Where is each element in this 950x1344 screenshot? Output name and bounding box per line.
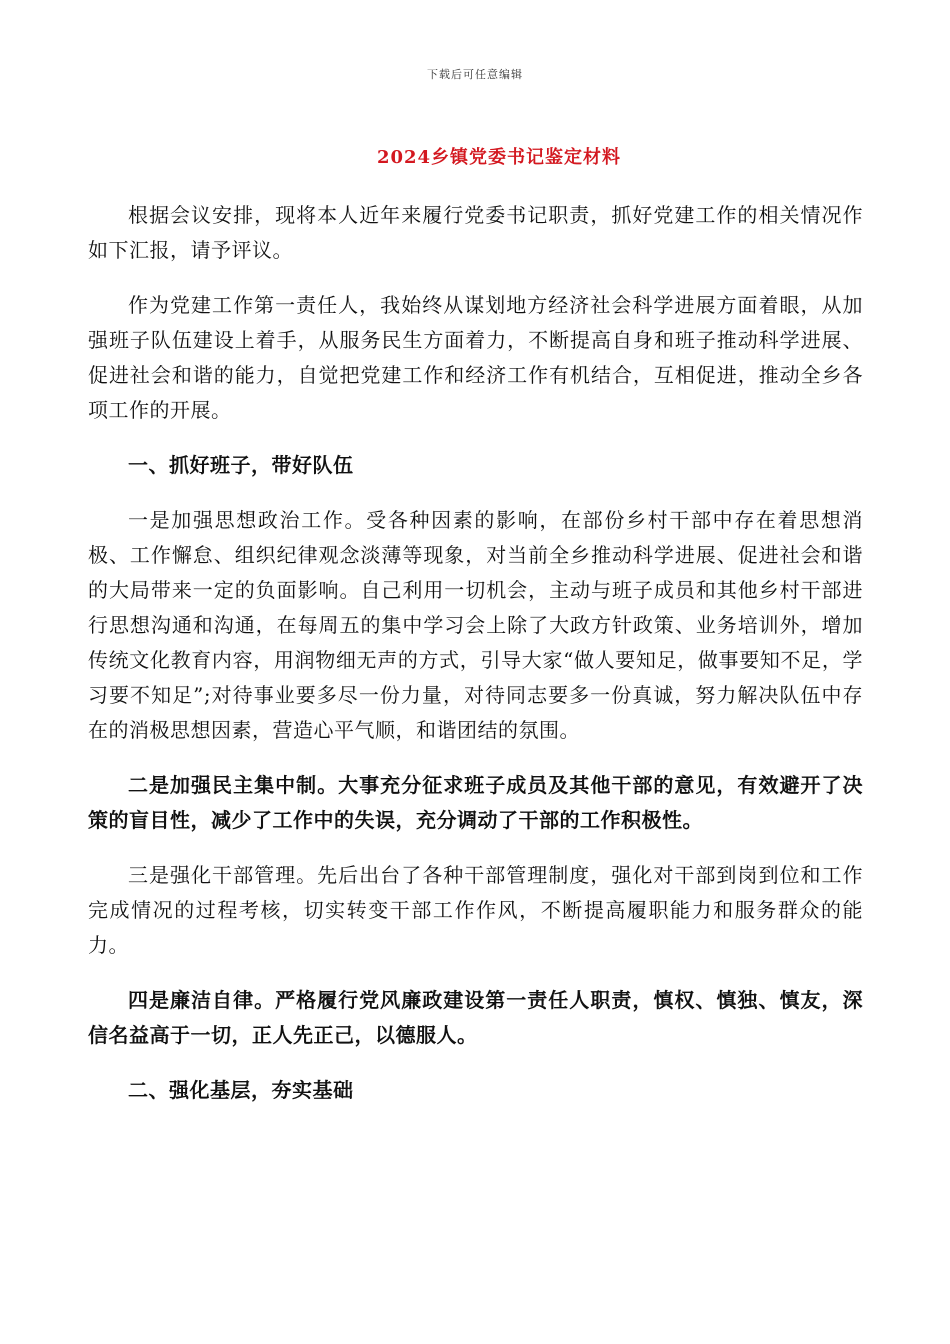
paragraph-item-1: 一是加强思想政治工作。受各种因素的影响，在部份乡村干部中存在着思想消极、工作懈怠、组织纪律观念淡薄等现象，对当前全乡推动科学进展、促进社会和谐的大局带来一定的负面影响。自己利用一切机会，主动与班子成员和其他乡村干部进行思想沟通和沟通，在每周五的集中学习会上除了大政方针政策、业务培训外，增加传统文化教育内容，用润物细无声的方式，引导大家“做人要知足，做事要知不足，学习要不知足”;对待事业要多尽一份力量，对待同志要多一份真诚，努力解决队伍中存在的消极思想因素，营造心平气顺，和谐团结的氛围。 (88, 508, 863, 742)
paragraph-item-3: 三是强化干部管理。先后出台了各种干部管理制度，强化对干部到岗到位和工作完成情况的过程考核，切实转变干部工作作风，不断提高履职能力和服务群众的能力。 (88, 863, 863, 957)
paragraph-item-2: 二是加强民主集中制。大事充分征求班子成员及其他干部的意见，有效避开了决策的盲目性，减少了工作中的失误，充分调动了干部的工作积极性。 (88, 773, 863, 832)
paragraph-item-4: 四是廉洁自律。严格履行党风廉政建设第一责任人职责，慎权、慎独、慎友，深信名益高于一切，正人先正己，以德服人。 (88, 988, 863, 1047)
section-heading-2: 二、强化基层，夯实基础 (128, 1078, 354, 1102)
document-title: 2024乡镇党委书记鉴定材料 (376, 147, 622, 168)
paragraph-intro: 根据会议安排，现将本人近年来履行党委书记职责，抓好党建工作的相关情况作如下汇报，请予评议。 (88, 203, 863, 262)
paragraph-overview: 作为党建工作第一责任人，我始终从谋划地方经济社会科学进展方面着眼，从加强班子队伍建设上着手，从服务民生方面着力，不断提高自身和班子推动科学进展、促进社会和谐的能力，自觉把党建工作和经济工作有机结合，互相促进，推动全乡各项工作的开展。 (88, 293, 863, 422)
document-body (88, 198, 863, 1108)
section-heading-1: 一、抓好班子，带好队伍 (128, 453, 354, 477)
header-note: 下载后可任意编辑 (427, 68, 523, 81)
